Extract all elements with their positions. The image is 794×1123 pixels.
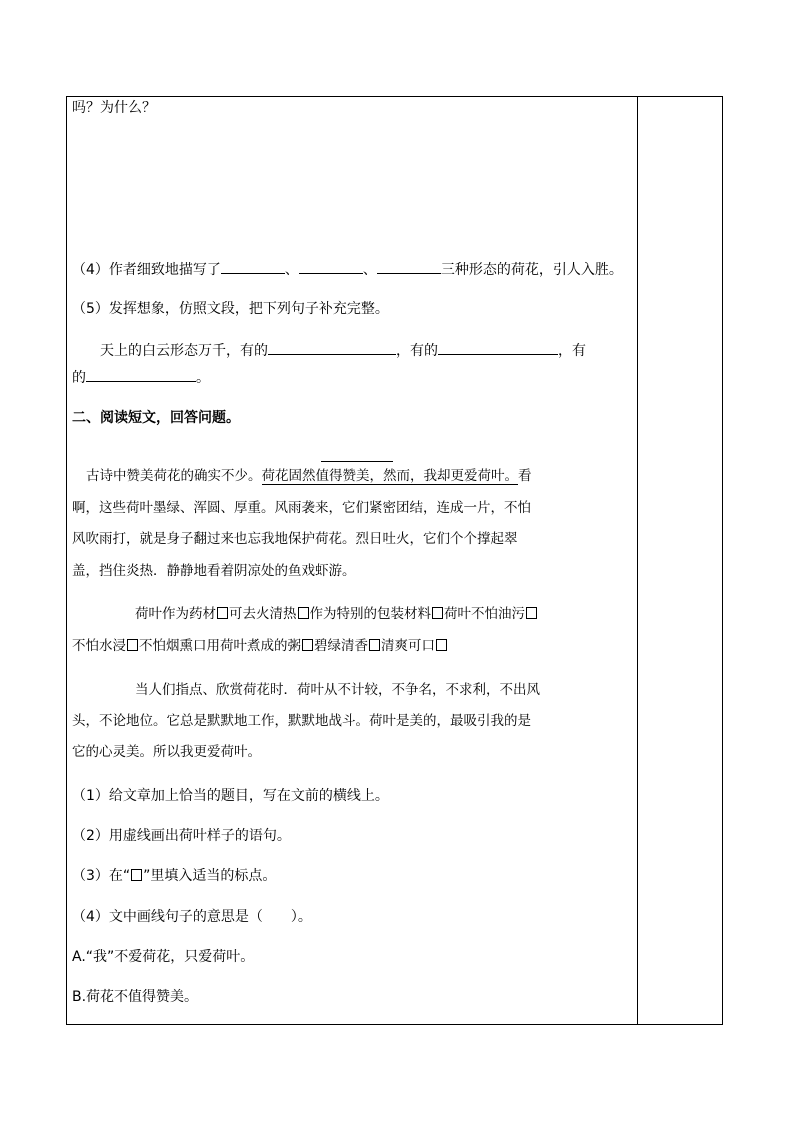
title-answer-line[interactable] [321, 461, 393, 462]
fill-text: 天上的白云形态万千，有的 [100, 343, 268, 359]
punctuation-box[interactable] [432, 607, 443, 619]
passage-text: 荷叶作为药材 [135, 606, 216, 622]
punctuation-box[interactable] [526, 607, 537, 619]
fill-text: ，有的 [396, 343, 438, 359]
passage-p3-line-1: 当人们指点、欣赏荷花时．荷叶从不计较，不争名，不求利，不出风 [135, 682, 540, 698]
s2-question-3 [72, 866, 276, 886]
question-4 [72, 259, 623, 280]
passage-p2-line-2 [72, 636, 448, 656]
passage-text: 看 [518, 468, 532, 484]
passage-p1-line-1 [86, 466, 532, 486]
punctuation-box-example [131, 869, 142, 881]
punctuation-box[interactable] [127, 639, 138, 651]
passage-text: 古诗中赞美荷花的确实不少。 [86, 468, 262, 484]
question-text: （3）在“ [72, 868, 131, 884]
section-2-heading: 二、阅读短文，回答问题。 [72, 410, 240, 426]
passage-text: 可去火清热 [229, 606, 297, 622]
fill-text: 。 [196, 370, 210, 386]
punctuation-box[interactable] [298, 607, 309, 619]
punctuation-box[interactable] [302, 639, 313, 651]
passage-p2-line-1 [135, 604, 538, 624]
fill-sentence-line-2 [72, 367, 210, 388]
s2-question-1: （1）给文章加上恰当的题目，写在文前的横线上。 [72, 788, 389, 804]
passage-p3-line-3: 它的心灵美。所以我更爱荷叶。 [72, 744, 261, 760]
question-3-tail: 吗？为什么？ [72, 100, 156, 116]
answer-blank-6[interactable] [86, 367, 196, 382]
fill-sentence-line-1 [100, 340, 586, 361]
punctuation-box[interactable] [217, 607, 228, 619]
table-column-divider [637, 96, 638, 1025]
separator: 、 [362, 262, 377, 278]
punctuation-box[interactable] [369, 639, 380, 651]
answer-blank-2[interactable] [299, 259, 363, 274]
answer-blank-1[interactable] [221, 259, 285, 274]
passage-text: 碧绿清香 [314, 638, 368, 654]
s2-question-4: （4）文中画线句子的意思是（ ）。 [72, 909, 312, 925]
passage-p1-line-2: 啊，这些荷叶墨绿、浑圆、厚重。风雨袭来，它们紧密团结，连成一片，不怕 [72, 500, 531, 516]
fill-text: ，有 [558, 343, 586, 359]
passage-p3-line-2: 头，不论地位。它总是默默地工作，默默地战斗。荷叶是美的，最吸引我的是 [72, 713, 531, 729]
question-4-tail: 三种形态的荷花，引人入胜。 [440, 262, 623, 278]
passage-text: 不怕水浸 [72, 638, 126, 654]
question-5: （5）发挥想象，仿照文段，把下列句子补充完整。 [72, 301, 389, 317]
passage-p1-line-4: 盖，挡住炎热．静静地看着阴凉处的鱼戏虾游。 [72, 563, 356, 579]
passage-text: 荷叶不怕油污 [444, 606, 525, 622]
separator: 、 [284, 262, 299, 278]
s2-question-2: （2）用虚线画出荷叶样子的语句。 [72, 828, 291, 844]
answer-blank-5[interactable] [438, 340, 558, 355]
passage-text: 作为特别的包装材料 [309, 606, 431, 622]
passage-p1-line-3: 风吹雨打，就是身子翻过来也忘我地保护荷花。烈日吐火，它们个个撑起翠 [72, 531, 518, 547]
underlined-sentence: 荷花固然值得赞美，然而，我却更爱荷叶。 [261, 468, 518, 484]
passage-text: 不怕烟熏口用荷叶煮成的粥 [139, 638, 301, 654]
punctuation-box[interactable] [436, 639, 447, 651]
option-a[interactable]: A.“我”不爱荷花，只爱荷叶。 [72, 949, 255, 965]
option-b[interactable]: B.荷花不值得赞美。 [72, 989, 199, 1005]
question-text: ”里填入适当的标点。 [143, 868, 277, 884]
fill-text: 的 [72, 370, 86, 386]
answer-blank-4[interactable] [268, 340, 396, 355]
question-4-label: （4）作者细致地描写了 [72, 262, 221, 278]
passage-text: 清爽可口 [381, 638, 435, 654]
answer-blank-3[interactable] [377, 259, 441, 274]
